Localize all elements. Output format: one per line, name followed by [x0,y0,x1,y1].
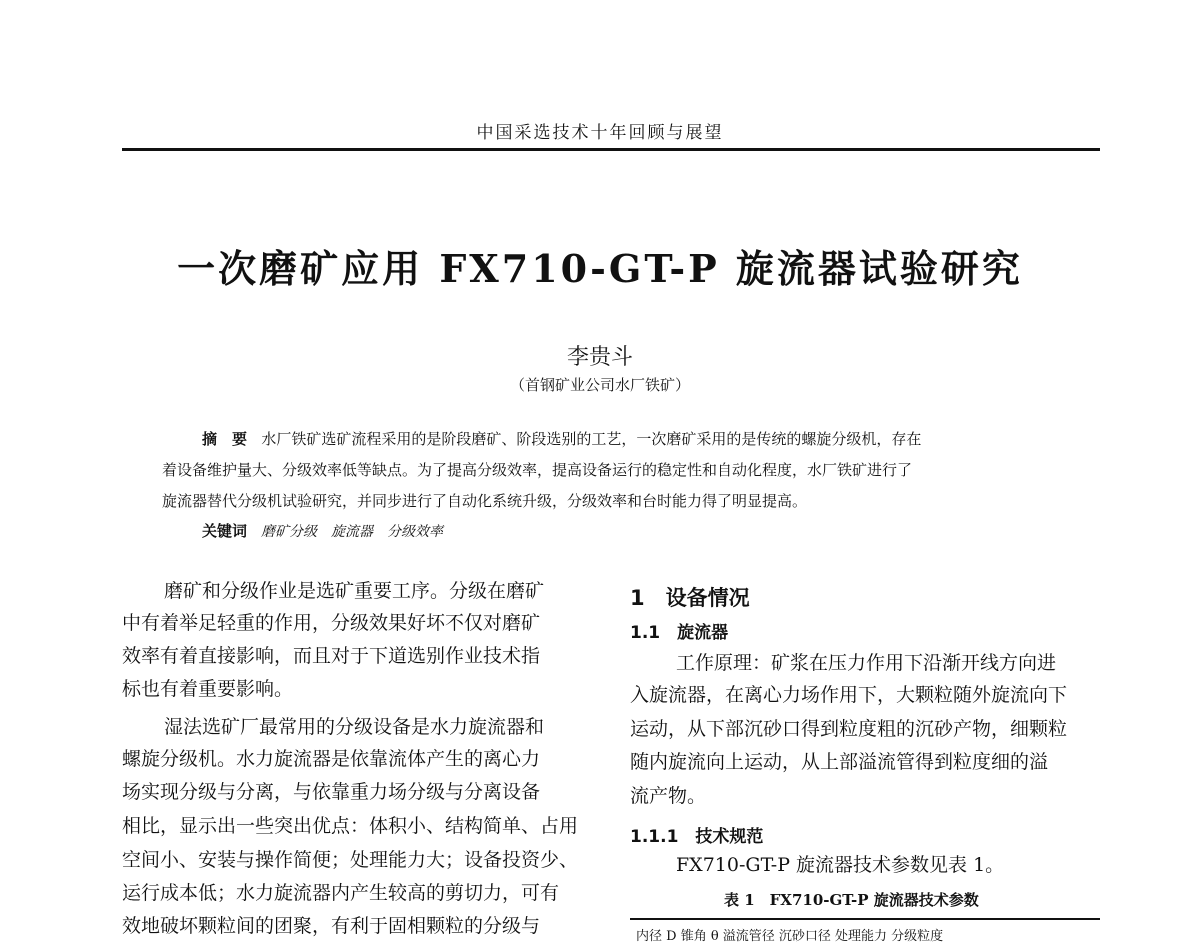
body-line: 标也有着重要影响。 [122,678,294,700]
table-top-rule [630,918,1100,920]
table-header-row: 内径 D 锥角 θ 溢流管径 沉砂口径 处理能力 分级粒度 [636,929,944,944]
table-caption: 表 1 FX710-GT-P 旋流器技术参数 [724,891,979,909]
body-line: 运动，从下部沉砂口得到粒度粗的沉砂产物，细颗粒 [630,718,1068,740]
running-header: 中国采选技术十年回顾与展望 [476,123,724,143]
paper-title: 一次磨矿应用 FX710-GT-P 旋流器试验研究 [177,246,1023,291]
section-heading: 1 设备情况 [630,586,750,610]
subsubsection-heading: 1.1.1 技术规范 [630,827,764,847]
abstract-line: 着设备维护量大、分级效率低等缺点。为了提高分级效率，提高设备运行的稳定性和自动化程度，水厂铁矿进行了 [162,461,913,479]
body-line: 磨矿和分级作业是选矿重要工序。分级在磨矿 [164,580,545,602]
abstract-line [202,428,921,449]
keyword: 分级效率 [387,524,444,540]
abstract-label: 摘 要 [202,430,248,448]
body-line: 效率有着直接影响，而且对于下道选别作业技术指 [122,645,541,667]
affiliation: （首钢矿业公司水厂铁矿） [509,376,690,394]
subsection-heading: 1.1 旋流器 [630,623,729,643]
body-line: 工作原理：矿浆在压力作用下沿渐开线方向进 [676,652,1057,674]
keywords-label: 关键词 [202,522,248,540]
body-line: 运行成本低；水力旋流器内产生较高的剪切力，可有 [122,882,560,904]
body-line: FX710-GT-P 旋流器技术参数见表 1。 [676,854,1005,876]
body-line: 中有着举足轻重的作用，分级效果好坏不仅对磨矿 [122,612,541,634]
body-line: 螺旋分级机。水力旋流器是依靠流体产生的离心力 [122,748,541,770]
body-line: 相比，显示出一些突出优点：体积小、结构简单、占用 [122,815,579,837]
author-name: 李贵斗 [566,345,633,370]
keyword: 磨矿分级 [261,524,318,540]
abstract-text: 水厂铁矿选矿流程采用的是阶段磨矿、阶段选别的工艺，一次磨矿采用的是传统的螺旋分级机，存在 [261,430,922,448]
body-line: 效地破坏颗粒间的团聚，有利于固相颗粒的分级与 [122,915,541,937]
keywords-line [202,520,443,541]
body-line: 入旋流器，在离心力场作用下，大颗粒随外旋流向下 [630,684,1068,706]
body-line: 湿法选矿厂最常用的分级设备是水力旋流器和 [164,716,545,738]
body-line: 流产物。 [630,785,707,807]
body-line: 场实现分级与分离，与依靠重力场分级与分离设备 [122,781,541,803]
abstract-line: 旋流器替代分级机试验研究，并同步进行了自动化系统升级，分级效率和台时能力得了明显提高。 [162,492,808,510]
body-line: 空间小、安装与操作简便；处理能力大；设备投资少、 [122,849,579,871]
keyword: 旋流器 [331,524,374,540]
header-rule [122,148,1100,151]
body-line: 随内旋流向上运动，从上部溢流管得到粒度细的溢 [630,751,1049,773]
